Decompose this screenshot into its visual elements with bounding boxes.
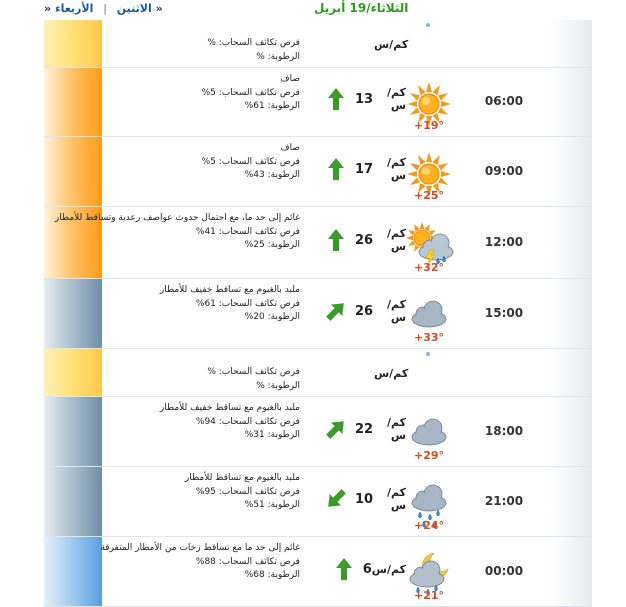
humidity-value: 68% [244, 570, 265, 580]
humidity-label: الرطوبة: [264, 240, 300, 250]
humidity [104, 169, 300, 183]
row-edge-shade [550, 207, 592, 278]
wind-unit: كم/س [386, 416, 406, 442]
condition-text: غائم إلى حد ما مع تساقط زخات من الأمطار المتفرقة [100, 543, 300, 553]
wind-unit: كم/س [371, 562, 406, 576]
row-edge-shade [550, 349, 592, 396]
wind-speed [326, 298, 406, 324]
humidity-value: 20% [244, 312, 265, 322]
humidity [104, 499, 300, 513]
cloud-chance-label: فرص تكاثف السحاب: [215, 226, 300, 237]
cloud-chance-label: فرص تكاثف السحاب: [215, 556, 300, 567]
humidity [104, 239, 300, 253]
forecast-row [44, 137, 592, 207]
condition-text: ملبد بالغيوم مع تساقط للأمطار [184, 473, 300, 483]
humidity-label: الرطوبة: [264, 500, 300, 510]
conditions-info [104, 284, 300, 325]
cloud-chance [104, 87, 300, 101]
cloud-chance-value: 61% [195, 298, 216, 309]
cloud-chance [104, 486, 300, 500]
humidity [104, 380, 300, 394]
conditions-info [104, 402, 300, 443]
forecast-time: 00:00 [484, 564, 524, 578]
cloud-chance [104, 556, 300, 570]
humidity-label: الرطوبة: [264, 51, 300, 62]
prev-day-link[interactable]: الاثنين [116, 2, 152, 15]
humidity-label: الرطوبة: [264, 170, 300, 180]
humidity-value: 43% [244, 170, 265, 180]
cloud-chance-label: فرص تكاثف السحاب: [215, 416, 300, 427]
wind-speed-value: 6 [362, 561, 372, 577]
humidity [104, 311, 300, 325]
wind-speed [326, 556, 406, 582]
conditions-info [104, 73, 300, 114]
forecast-row [44, 537, 592, 607]
wind-speed-value: 10 [355, 491, 374, 507]
humidity-value: 51% [244, 500, 265, 510]
row-edge-shade [550, 68, 592, 136]
wind-speed-value: 17 [355, 161, 374, 177]
cloud-chance-value: % [207, 367, 216, 377]
cloud-chance [104, 156, 300, 170]
wind-unit: كم/س [386, 156, 406, 182]
wind-direction-arrow-icon [334, 556, 354, 582]
forecast-time: 12:00 [484, 235, 524, 249]
temperature: +24° [413, 519, 445, 532]
humidity [104, 100, 300, 114]
wind-unit: كم/س [386, 86, 406, 112]
cloud-chance-label: فرص تكاثف السحاب: [215, 87, 300, 98]
humidity-label: الرطوبة: [264, 570, 300, 580]
humidity [104, 51, 300, 65]
temperature-color-strip [44, 397, 102, 466]
cloud-chance-value: 5% [201, 156, 216, 167]
forecast-row [44, 68, 592, 137]
cloud-chance-label: فرص تكاثف السحاب: [215, 367, 300, 377]
wind-speed [374, 31, 408, 57]
wind-speed-value: 22 [355, 421, 374, 437]
forecast-table [44, 20, 592, 607]
temperature: +21° [413, 589, 445, 602]
cloud-chance-value: 88% [195, 556, 216, 567]
temperature: +29° [413, 449, 445, 462]
temperature: +33° [413, 331, 445, 344]
humidity-value: % [256, 380, 265, 391]
humidity-label: الرطوبة: [264, 101, 300, 111]
humidity-label: الرطوبة: [264, 430, 300, 440]
row-edge-shade [550, 467, 592, 536]
cloud-chance [104, 226, 300, 240]
cloud-chance-value: 5% [201, 87, 216, 98]
cloud-chance-label: فرص تكاثف السحاب: [215, 38, 300, 48]
forecast-row [44, 279, 592, 349]
wind-speed [326, 416, 406, 442]
condition-text: غائم إلى حد ما، مع احتمال حدوث عواصف رعدية وتساقط للأمطار [54, 213, 300, 223]
cloud-chance [104, 416, 300, 430]
wind-speed [326, 156, 406, 182]
temperature-color-strip [44, 20, 102, 67]
humidity-value: 31% [244, 430, 265, 440]
humidity-value: 61% [244, 101, 265, 111]
temperature-color-strip [44, 537, 102, 606]
cloud-chance [104, 37, 300, 51]
forecast-row [44, 467, 592, 537]
wind-speed [326, 86, 406, 112]
cloud-chance [104, 298, 300, 312]
forecast-time: 21:00 [484, 494, 524, 508]
forecast-row [44, 207, 592, 279]
wind-unit: كم/س [386, 227, 406, 253]
row-edge-shade [550, 537, 592, 606]
forecast-time: 18:00 [484, 424, 524, 438]
humidity-label: الرطوبة: [264, 380, 300, 391]
conditions-info [54, 212, 300, 253]
cloud-chance-label: فرص تكاثف السحاب: [215, 156, 300, 167]
next-arrow-icon[interactable]: « [44, 2, 52, 15]
bullet-icon [426, 23, 430, 27]
cloud-chance-label: فرص تكاثف السحاب: [215, 298, 300, 309]
wind-speed [326, 486, 406, 512]
next-day-link[interactable]: الأربعاء [54, 2, 94, 15]
row-edge-shade [550, 20, 592, 67]
condition-text: صاف [280, 74, 300, 84]
page-title: الثلاثاء/19 أبريل [314, 1, 409, 15]
wind-direction-arrow-icon [326, 156, 346, 182]
temperature-color-strip [44, 467, 102, 536]
wind-direction-arrow-icon [326, 416, 346, 442]
wind-unit: كم/س [386, 298, 406, 324]
cloud-chance-value: % [207, 38, 216, 48]
temperature-color-strip [44, 349, 102, 396]
humidity-label: الرطوبة: [264, 312, 300, 322]
temperature-color-strip [44, 68, 102, 136]
cloud-chance-label: فرص تكاثف السحاب: [215, 486, 300, 497]
wind-speed [374, 360, 408, 386]
temperature-color-strip [44, 279, 102, 348]
condition-text: ملبد بالغيوم مع تساقط خفيف للأمطار [159, 285, 300, 295]
wind-unit: كم/س [386, 486, 406, 512]
forecast-time: 09:00 [484, 164, 524, 178]
row-edge-shade [550, 397, 592, 466]
forecast-time: 06:00 [484, 94, 524, 108]
cloud-chance-value: 94% [195, 416, 216, 427]
condition-text: ملبد بالغيوم مع تساقط خفيف للأمطار [159, 403, 300, 413]
temperature: +19° [413, 119, 445, 132]
temperature-color-strip [44, 137, 102, 206]
summary-row [44, 20, 592, 68]
cloud-chance-value: 41% [195, 226, 216, 237]
header-bar [44, 0, 592, 21]
condition-text: صاف [280, 143, 300, 153]
wind-unit: كم/س [374, 366, 409, 380]
humidity [104, 429, 300, 443]
cloud-chance-value: 95% [195, 486, 216, 497]
conditions-info [100, 542, 300, 583]
wind-direction-arrow-icon [326, 227, 346, 253]
wind-speed-value: 26 [355, 232, 374, 248]
temperature: +25° [413, 189, 445, 202]
wind-unit: كم/س [374, 37, 409, 51]
nav-separator: | [103, 2, 107, 15]
forecast-row [44, 397, 592, 467]
temperature: +32° [413, 261, 445, 274]
humidity [104, 569, 300, 583]
wind-speed-value: 26 [355, 303, 374, 319]
wind-speed [326, 227, 406, 253]
conditions-info [104, 472, 300, 513]
cloud-chance [104, 366, 300, 380]
day-navigation [44, 2, 163, 15]
humidity-value: 25% [244, 240, 265, 250]
conditions-info [104, 142, 300, 183]
conditions-info [104, 366, 300, 393]
row-edge-shade [550, 137, 592, 206]
conditions-info [104, 37, 300, 64]
forecast-time: 15:00 [484, 306, 524, 320]
wind-speed-value: 13 [355, 91, 374, 107]
row-edge-shade [550, 279, 592, 348]
humidity-value: % [256, 51, 265, 62]
wind-direction-arrow-icon [326, 298, 346, 324]
summary-row [44, 349, 592, 397]
prev-arrow-icon[interactable]: « [155, 2, 163, 15]
wind-direction-arrow-icon [326, 86, 346, 112]
wind-direction-arrow-icon [326, 486, 346, 512]
bullet-icon [426, 352, 430, 356]
